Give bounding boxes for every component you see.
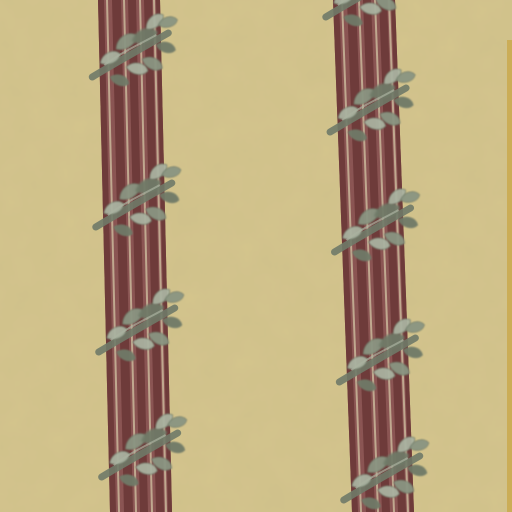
right-edge-accent <box>507 40 512 512</box>
